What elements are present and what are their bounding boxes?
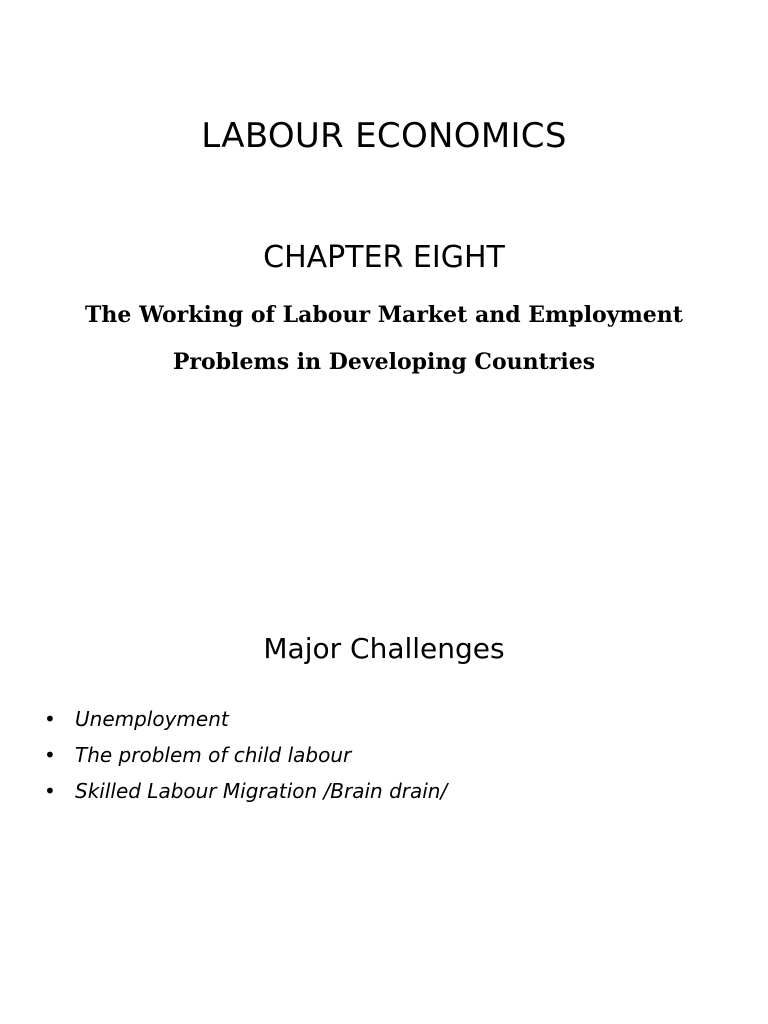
chapter-subtitle-line-1: The Working of Labour Market and Employment [85,302,683,328]
challenges-list [44,701,447,809]
bullet-icon: • [44,707,56,731]
list-item [44,773,447,809]
bullet-icon: • [44,743,56,767]
list-item [44,701,447,737]
section-heading-major-challenges: Major Challenges [263,632,505,665]
document-title: LABOUR ECONOMICS [201,116,567,156]
chapter-subtitle-line-2: Problems in Developing Countries [172,349,596,375]
list-item-text: Skilled Labour Migration /Brain drain/ [75,779,448,803]
list-item-text: The problem of child labour [75,743,352,767]
bullet-icon: • [44,779,56,803]
list-item-text: Unemployment [75,707,229,731]
list-item [44,737,447,773]
chapter-heading: CHAPTER EIGHT [263,240,505,275]
